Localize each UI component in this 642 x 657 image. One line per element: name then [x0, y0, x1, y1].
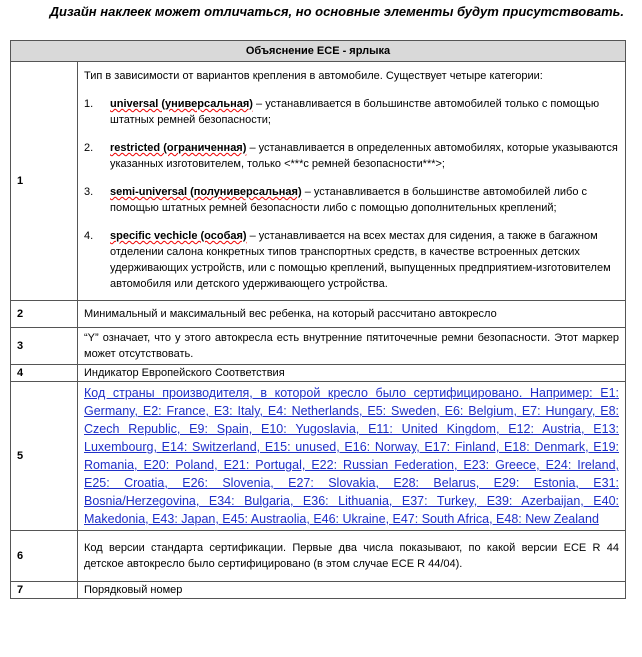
category-term: specific vechicle (особая) — [110, 230, 247, 242]
row-description: Минимальный и максимальный вес ребенка, на который рассчитано автокресло — [78, 301, 626, 328]
category-item — [84, 184, 619, 216]
row-number: 4 — [11, 365, 78, 382]
category-text: – устанавливается на всех местах для сидения, а также в багажном отделении салона конкретных типов транспортных средств, в качестве встроенных детских удерживающих устройств, или с помощью креплений, выпущенных предприятием-изготовителем автомобиля или детского удерживающего устройства. — [110, 230, 611, 290]
row-number: 2 — [11, 301, 78, 328]
category-term: semi-universal (полуниверсальная) — [110, 186, 302, 198]
category-item — [84, 228, 619, 292]
category-term: restricted (ограниченная) — [110, 142, 247, 154]
category-term: universal (универсальная) — [110, 98, 253, 110]
category-item — [84, 140, 619, 172]
category-number: 1. — [84, 98, 94, 110]
row-description — [78, 62, 626, 301]
table-header-row — [11, 41, 626, 62]
table-row-6 — [11, 531, 626, 582]
category-text: – устанавливается в большинстве автомобилей либо с помощью штатных ремней безопасности либо с помощью дополнительных креплений; — [110, 186, 587, 214]
table-row-4 — [11, 365, 626, 382]
table-row-2 — [11, 301, 626, 328]
row-number: 7 — [11, 582, 78, 599]
row-description: Индикатор Европейского Соответствия — [78, 365, 626, 382]
ece-label-table — [10, 40, 626, 599]
category-number: 3. — [84, 186, 94, 198]
table-row-7 — [11, 582, 626, 599]
country-codes-link[interactable]: Код страны производителя, в которой кресло было сертифицировано. Например: E1: Germany, E2: France, E3: Italy, E4: Netherlands, E5: Sweden, E6: Belgium, E7: Hungary, E8: Czech Republic, E9: Spain, E10: Yugoslavia, E11: United Kingdom, E12: Austria, E13: Luxembourg, E14: Switzerland, E15: unused, E16: Norway, E17: Finland, E18: Denmark, E19: Romania, E20: Poland, E21: Portugal, E22: Russian Federation, E23: Greece, E24: Ireland, E25: Croatia, E26: Slovenia, E27: Slovakia, E28: Belarus, E29: Estonia, E31: Bosnia/Herzegovina, E34: Bulgaria, E36: Lithuania, E37: Turkey, E39: Azerbaijan, E40: Makedonia, E43: Japan, E45: Austraolia, E46: Ukraine, E47: South Africa, E48: New Zealand — [78, 382, 626, 531]
row-description: “Y” означает, что у этого автокресла есть внутренние пятиточечные ремни безопасности. Этот маркер может отсутствовать. — [78, 328, 626, 365]
table-row-1 — [11, 62, 626, 301]
category-item — [84, 96, 619, 128]
category-intro: Тип в зависимости от вариантов крепления в автомобиле. Существует четыре категории: — [84, 70, 543, 82]
category-text: – устанавливается в большинстве автомобилей только с помощью штатных ремней безопасности; — [110, 98, 600, 126]
design-note: Дизайн наклеек может отличаться, но основные элементы будут присутствовать. — [49, 4, 624, 19]
category-number: 4. — [84, 230, 94, 242]
row-description: Порядковый номер — [78, 582, 626, 599]
table-row-3 — [11, 328, 626, 365]
row-number: 3 — [11, 328, 78, 365]
category-number: 2. — [84, 142, 94, 154]
row-description: Код версии стандарта сертификации. Первые два числа показывают, по какой версии ECE R 44 детское автокресло было сертифицировано (в этом случае ECE R 44/04). — [78, 531, 626, 582]
category-text: – устанавливается в определенных автомобилях, которые указываются указанных изготовителем, только <***с ремней безопасности***>; — [110, 142, 618, 170]
table-row-5 — [11, 382, 626, 531]
row-number: 6 — [11, 531, 78, 582]
row-number: 1 — [11, 62, 78, 301]
table-header: Объяснение ECE - ярлыка — [11, 41, 626, 62]
row-number: 5 — [11, 382, 78, 531]
